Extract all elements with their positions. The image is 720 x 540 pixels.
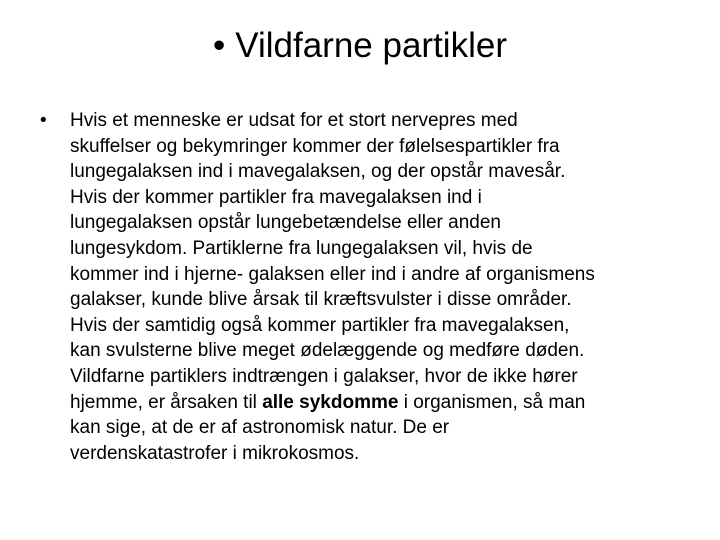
title-bullet: • <box>213 26 226 65</box>
body-line: kommer ind i hjerne- galaksen eller ind i andre af organismens <box>70 263 595 285</box>
slide-body <box>36 108 696 466</box>
body-line: Hvis et menneske er udsat for et stort nervepres med <box>70 110 518 131</box>
body-line: Hvis der kommer partikler fra mavegalaksen ind i <box>70 186 482 208</box>
body-line: Vildfarne partiklers indtrængen i galakser, hvor de ikke hører <box>70 365 578 387</box>
body-line: kan sige, at de er af astronomisk natur. De er <box>70 417 450 439</box>
body-line: skuffelser og bekymringer kommer der følelsespartikler fra <box>70 135 560 157</box>
slide-title <box>0 22 720 70</box>
body-line: lungegalaksen ind i mavegalaksen, og der opstår mavesår. <box>70 161 566 183</box>
body-paragraph <box>36 108 696 466</box>
body-line-with-emphasis <box>70 390 696 416</box>
title-text: Vildfarne partikler <box>235 26 507 65</box>
emphasis-text: alle sykdomme <box>262 391 399 413</box>
body-line: lungegalaksen opstår lungebetændelse eller anden <box>70 212 501 234</box>
body-line: Hvis der samtidig også kommer partikler fra mavegalaksen, <box>70 314 570 336</box>
body-line: galakser, kunde blive årsak til kræftsvulster i disse områder. <box>70 289 572 311</box>
line-text-after: i organismen, så man <box>398 391 586 413</box>
line-text-before: hjemme, er årsaken til <box>70 391 263 413</box>
body-line: verdenskatastrofer i mikrokosmos. <box>70 442 360 464</box>
body-bullet: • <box>40 110 47 131</box>
body-line: kan svulsterne blive meget ødelæggende og medføre døden. <box>70 340 585 362</box>
body-line: lungesykdom. Partiklerne fra lungegalaksen vil, hvis de <box>70 237 533 259</box>
